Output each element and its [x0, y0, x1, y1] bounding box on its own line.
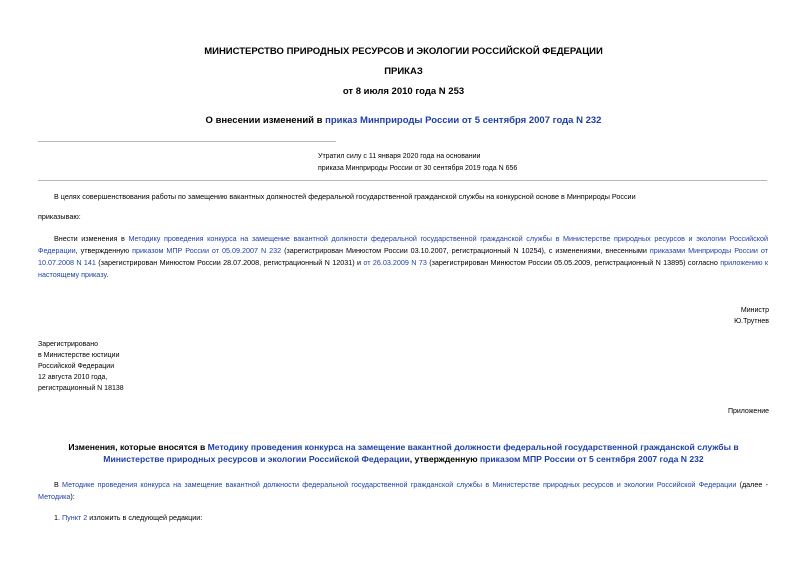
- status-note-line1: Утратил силу с 11 января 2020 года на основании: [318, 153, 481, 160]
- order-word: приказываю:: [38, 212, 81, 221]
- appendix-p1-text-3: ):: [70, 492, 75, 501]
- amendment-order-73-link[interactable]: от 26.03.2009 N 73: [363, 258, 427, 267]
- registration-line: Российской Федерации: [38, 363, 115, 370]
- appendix-p1-short-link[interactable]: Методика: [38, 492, 71, 501]
- signature-position: Министр: [740, 307, 769, 314]
- document-title: [0, 115, 807, 126]
- appendix-title-text-2: , утвержденную: [409, 454, 480, 464]
- doc-type-heading: ПРИКАЗ: [384, 66, 423, 77]
- registration-line: Зарегистрировано: [38, 341, 98, 348]
- main-text-2: , утвержденную: [75, 246, 133, 255]
- registration-line: 12 августа 2010 года,: [38, 374, 108, 381]
- document-title-link[interactable]: приказ Минприроды России от 5 сентября 2007 года N 232: [325, 115, 602, 126]
- main-text-3: (зарегистрирован Минюстом России 03.10.2007, регистрационный N 10254), с изменениями, внесенными: [281, 246, 650, 255]
- registration-block: [38, 339, 124, 394]
- appendix-mpr-order-link[interactable]: приказом МПР России от 5 сентября 2007 года N 232: [479, 454, 704, 464]
- appendix-item-1: [54, 512, 202, 524]
- appendix-link[interactable]: приложению к настоящему приказу: [38, 258, 769, 279]
- amendment-order-141-link[interactable]: приказами Минприроды России от 10.07.2008 N 141: [38, 246, 768, 267]
- ministry-heading: МИНИСТЕРСТВО ПРИРОДНЫХ РЕСУРСОВ И ЭКОЛОГИИ РОССИЙСКОЙ ФЕДЕРАЦИИ: [204, 46, 603, 57]
- appendix-methodology-link[interactable]: Методику проведения конкурса на замещение вакантной должности федеральной государственной гражданской службы в Министерстве природных ресурсов и экологии Российской Федерации: [103, 442, 739, 464]
- item1-text-2: изложить в следующей редакции:: [87, 513, 203, 522]
- appendix-label: Приложение: [727, 408, 769, 415]
- appendix-p1-text-1: В: [54, 480, 63, 489]
- main-text-5: (зарегистрирован Минюстом России 05.05.2009, регистрационный N 13895) согласно: [426, 258, 721, 267]
- signature-name: Ю.Трутнев: [734, 318, 769, 325]
- main-paragraph: [38, 233, 768, 281]
- separator-top: [38, 141, 336, 142]
- mpr-order-link[interactable]: приказом МПР России от 05.09.2007 N 232: [132, 246, 282, 255]
- document-title-text: О внесении изменений в: [205, 115, 326, 126]
- preamble-text: В целях совершенствования работы по замещению вакантных должностей федеральной государственной гражданской службы на конкурсной основе в Минприроды России: [54, 192, 636, 201]
- separator-bottom: [38, 180, 767, 181]
- appendix-title-text-1: Изменения, которые вносятся в: [68, 442, 208, 452]
- item1-text-1: 1.: [54, 513, 62, 522]
- appendix-paragraph-1: [38, 479, 768, 503]
- methodology-link[interactable]: Методику проведения конкурса на замещение вакантной должности федеральной государственной гражданской службы в Министерстве природных ресурсов и экологии Российской Федерации: [38, 234, 768, 255]
- main-text-4: (зарегистрирован Минюстом России 28.07.2008, регистрационный N 12031) и: [95, 258, 364, 267]
- status-note-link[interactable]: приказа Минприроды России от 30 сентября 2019 года N 656: [318, 165, 518, 172]
- appendix-p1-text-2: (далее -: [736, 480, 768, 489]
- item1-point2-link[interactable]: Пункт 2: [62, 513, 88, 522]
- main-text-1: Внести изменения в: [54, 234, 129, 243]
- registration-line: регистрационный N 18138: [38, 385, 124, 392]
- appendix-title: [60, 441, 747, 465]
- date-number-heading: от 8 июля 2010 года N 253: [342, 86, 465, 97]
- appendix-p1-methodology-link[interactable]: Методике проведения конкурса на замещение вакантной должности федеральной государственной гражданской службы в Министерстве природных ресурсов и экологии Российской Федерации: [62, 480, 737, 489]
- main-text-6: .: [106, 270, 109, 279]
- registration-line: в Министерстве юстиции: [38, 352, 120, 359]
